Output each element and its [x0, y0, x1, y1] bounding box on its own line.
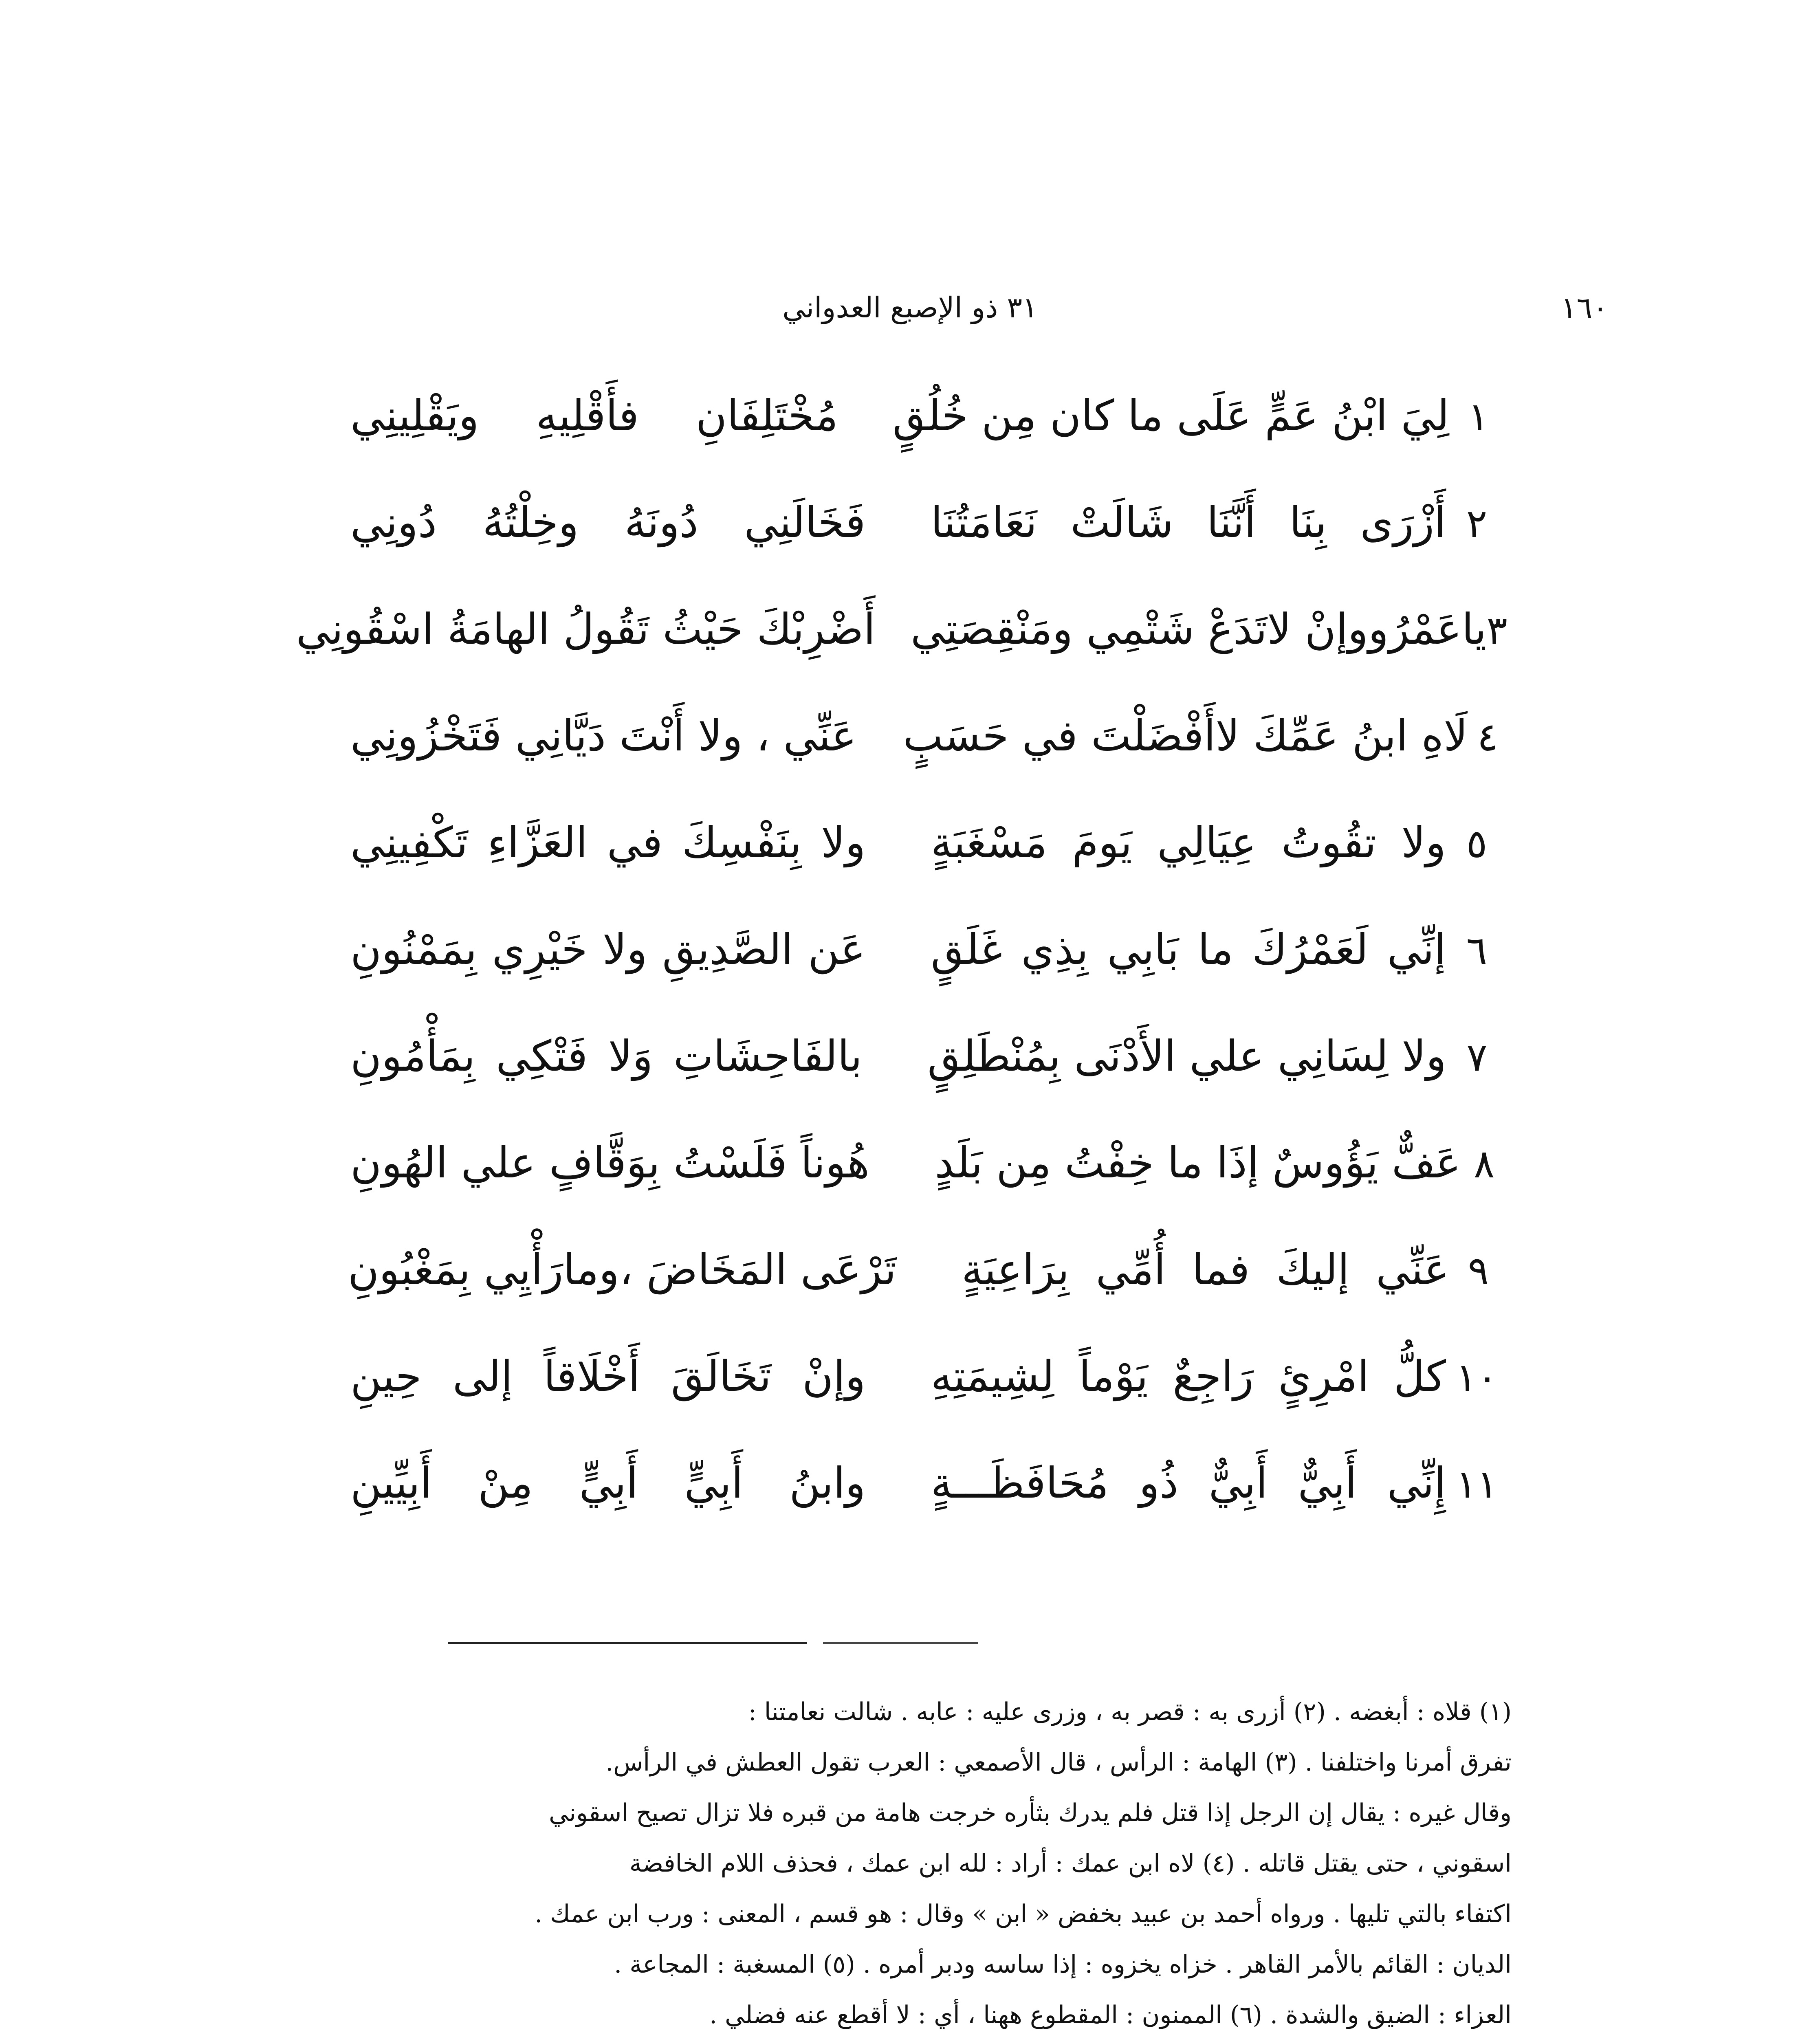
- verse-number: ٦: [1466, 928, 1488, 973]
- verse-number: ١٠: [1455, 1355, 1498, 1400]
- first-hemistich: ولا تقُوتُ عِيَالِي يَومَ مَسْغَبَةٍ: [931, 818, 1446, 867]
- second-hemistich: مُخْتَلِفَانِ فأَقْلِيهِ ويَقْلِينِي: [350, 391, 838, 440]
- second-hemistich: عَنِّي ، ولا أَنْتَ دَيَّانِي فَتَخْزُونِي: [350, 711, 857, 761]
- first-hemistich: إنِّي لَعَمْرُكَ ما بَابِي بِذِي غَلَقٍ: [931, 924, 1446, 974]
- second-hemistich: أَضْرِبْكَ حَيْثُ تَقُولُ الهامَةُ اسْقُونِي: [296, 604, 876, 654]
- verse-number: ٢: [1466, 501, 1488, 546]
- second-hemistich: تَرْعَى المَخَاضَ ،ومارَأْيِي بِمَغْبُونِ: [348, 1245, 896, 1294]
- footnote-line: وقال غيره : يقال إن الرجل إذا قتل فلم يدرك بثأره خرجت هامة من قبره فلا تزال تصيح اسقوني: [549, 1799, 1512, 1827]
- verse: [350, 802, 1507, 909]
- verse: [350, 1015, 1507, 1122]
- footnote-line: الديان : القائم بالأمر القاهر . خزاه يخزوه : إذا ساسه ودبر أمره . (٥) المسغبة : المجاعة .: [614, 1950, 1512, 1979]
- verse: [350, 1442, 1507, 1549]
- verse-number: ١: [1468, 394, 1489, 440]
- verse: [350, 1335, 1507, 1442]
- verse-number: ٨: [1473, 1141, 1495, 1187]
- second-hemistich: عَن الصَّدِيقِ ولا خَيْرِي بِمَمْنُونِ: [350, 924, 866, 974]
- verse: [350, 909, 1507, 1015]
- footnote-line: اكتفاء بالتي تليها . ورواه أحمد بن عبيد بخفض « ابن » وقال : هو قسم ، المعنى : ورب ابن عمك .: [535, 1900, 1512, 1928]
- footnote-divider-short: [823, 1642, 978, 1644]
- second-hemistich: وابنُ أَبِيٍّ أَبِيٍّ مِنْ أَبِيِّينِ: [350, 1458, 866, 1508]
- running-title: ٣١ ذو الإصبع العدواني: [782, 291, 1038, 324]
- verse-number: ٤: [1477, 714, 1499, 760]
- footnote-line: تفرق أمرنا واختلفنا . (٣) الهامة : الرأس ، قال الأصمعي : العرب تقول العطش في الرأس.: [605, 1748, 1512, 1777]
- first-hemistich: ولا لِسَانِي علي الأَدْنَى بِمُنْطَلِقٍ: [927, 1031, 1446, 1081]
- verse-number: ٣: [1486, 607, 1507, 653]
- first-hemistich: لِيَ ابْنُ عَمٍّ عَلَى ما كان مِن خُلُقٍ: [892, 391, 1450, 440]
- verse: [350, 695, 1507, 802]
- first-hemistich: عَنِّي إليكَ فما أُمِّي بِرَاعِيَةٍ: [962, 1245, 1450, 1294]
- first-hemistich: عَفٌّ يَؤُوسٌ إذَا ما خِفْتُ مِن بَلَدٍ: [935, 1138, 1461, 1188]
- second-hemistich: وإنْ تَخَالَقَ أَخْلَاقاً إلى حِينِ: [350, 1351, 866, 1401]
- verse-number: ٧: [1466, 1034, 1488, 1080]
- verse: [350, 375, 1507, 482]
- first-hemistich: إِنِّي أَبِيٌّ أَبِيٌّ ذُو مُحَافَظَـــةٍ: [931, 1458, 1446, 1508]
- second-hemistich: ولا بِنَفْسِكَ في العَزَّاءِ تَكْفِينِي: [350, 818, 866, 867]
- verse-number: ٩: [1468, 1248, 1489, 1293]
- verse: [350, 1122, 1507, 1229]
- footnote-line: اسقوني ، حتى يقتل قاتله . (٤) لاه ابن عمك : أراد : لله ابن عمك ، فحذف اللام الخافضة: [629, 1849, 1512, 1878]
- first-hemistich: لَاهِ ابنُ عَمِّكَ لاأَفْضَلْتَ في حَسَبٍ: [903, 711, 1468, 761]
- footnote-line: العزاء : الضيق والشدة . (٦) الممنون : المقطوع ههنا ، أي : لا أقطع عنه فضلي .: [709, 2001, 1512, 2029]
- first-hemistich: ياعَمْرُووإنْ لاتَدَعْ شَتْمِي ومَنْقِصَتِي: [910, 604, 1487, 654]
- first-hemistich: أَزْرَى بِنَا أَنَّنَا شَالَتْ نَعَامَتُنَا: [931, 497, 1446, 547]
- second-hemistich: فَخَالَنِي دُونَهُ وخِلْتُهُ دُونِي: [350, 497, 866, 547]
- second-hemistich: هُوناً فَلَسْتُ بِوَقَّافٍ علي الهُونِ: [350, 1138, 870, 1188]
- page-header: [212, 285, 1608, 338]
- first-hemistich: كلُّ امْرِئٍ رَاجِعٌ يَوْماً لِشِيمَتِهِ: [931, 1351, 1446, 1401]
- footnote-divider: [448, 1642, 807, 1644]
- poem: [296, 375, 1507, 1549]
- verse-number: ٥: [1466, 821, 1488, 867]
- verse: [350, 482, 1507, 588]
- verse-number: ١١: [1455, 1461, 1498, 1507]
- footnote-line: (١) قلاه : أبغضه . (٢) أزرى به : قصر به ، وزرى عليه : عابه . شالت نعامتنا :: [748, 1698, 1512, 1726]
- footnotes: [314, 1687, 1512, 2037]
- verse: [296, 588, 1507, 695]
- verse: [350, 1229, 1507, 1335]
- second-hemistich: بالفَاحِشَاتِ وَلا فَتْكِي بِمَأْمُونِ: [350, 1031, 863, 1081]
- page-number: ١٦٠: [1560, 290, 1608, 325]
